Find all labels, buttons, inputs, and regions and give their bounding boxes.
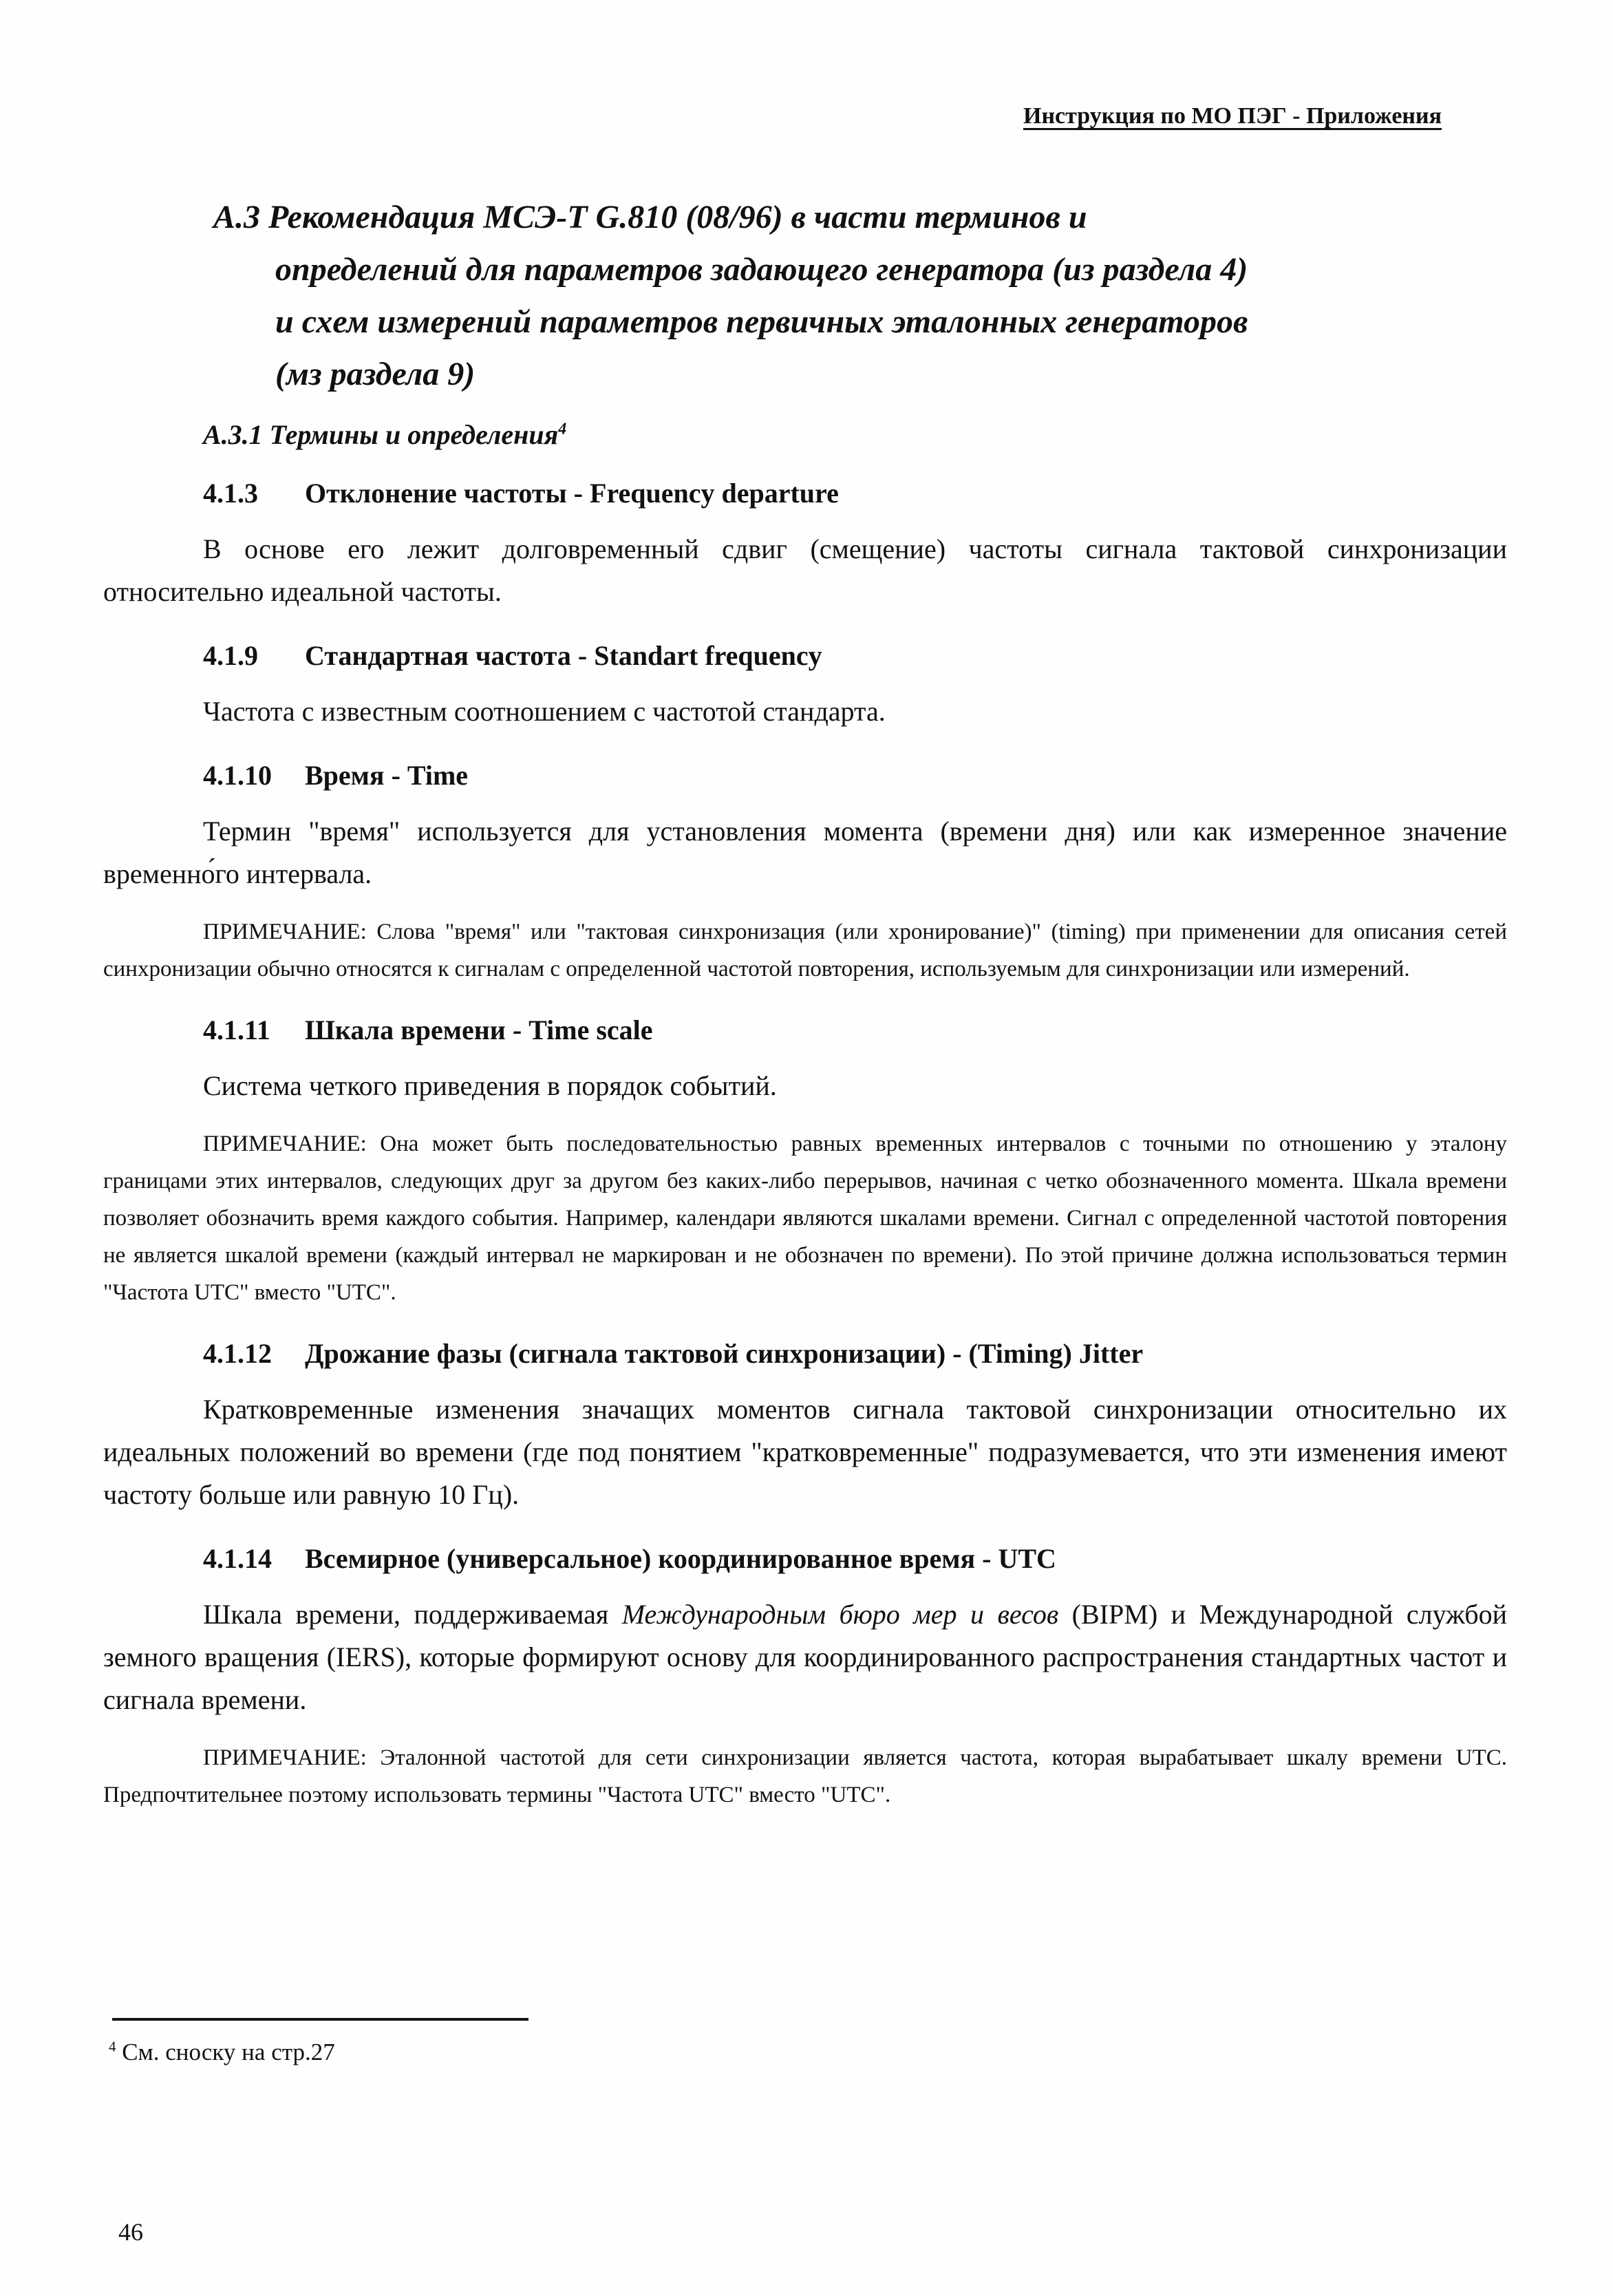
- document-title: [103, 191, 1507, 401]
- footnote-text: См. сноску на стр.27: [122, 2039, 335, 2065]
- section-body: Частота с известным соотношением с частотой стандарта.: [203, 696, 886, 727]
- page-number: 46: [118, 2218, 143, 2246]
- section-number: 4.1.11: [203, 1014, 270, 1045]
- section-number: 4.1.9: [203, 640, 258, 671]
- section-body: Термин "время" используется для установления момента (времени дня) или как измеренное значение временно́го интервала.: [103, 816, 1507, 889]
- title-line: и схем измерений параметров первичных эталонных генераторов: [275, 304, 1248, 340]
- footnote-reference-mark: 4: [558, 420, 567, 438]
- body-text: (BIPM) и Международной службой земного вращения (IERS), которые формируют основу для координированного распространения стандартных частот и сигнала времени.: [103, 1599, 1507, 1715]
- footnote-marker: 4: [109, 2038, 116, 2055]
- page-header: [103, 103, 1507, 129]
- section-note: ПРИМЕЧАНИЕ: Слова "время" или "тактовая синхронизация (или хронирование)" (timing) при применении для описания сетей синхронизации обычно относятся к сигналам с определенной частотой повторения, используемым для синхронизации или измерений.: [103, 920, 1507, 981]
- section-note: ПРИМЕЧАНИЕ: Эталонной частотой для сети синхронизации является частота, которая вырабатывает шкалу времени UTC. Предпочтительнее поэтому использовать термины "Частота UTC" вместо "UTC".: [103, 1745, 1507, 1807]
- footnote-divider: [112, 2018, 528, 2021]
- section-heading-text: Дрожание фазы (сигнала тактовой синхронизации) - (Timing) Jitter: [305, 1338, 1144, 1369]
- section-heading-text: Время - Time: [305, 760, 469, 791]
- section-body: Система четкого приведения в порядок событий.: [203, 1070, 777, 1101]
- section-heading-4-1-3: [203, 477, 1507, 510]
- body-text-italic: Международным бюро мер и весов: [621, 1599, 1059, 1630]
- section-body: [103, 1593, 1507, 1721]
- section-number: 4.1.3: [203, 478, 258, 509]
- section-body: В основе его лежит долговременный сдвиг (смещение) частоты сигнала тактовой синхронизации относительно идеальной частоты.: [103, 533, 1507, 607]
- body-text: Шкала времени, поддерживаемая: [203, 1599, 622, 1630]
- section-number: 4.1.12: [203, 1338, 272, 1369]
- title-line: определений для параметров задающего генератора (из раздела 4): [275, 251, 1248, 288]
- section-heading-4-1-14: [203, 1542, 1507, 1575]
- section-heading-4-1-12: [203, 1337, 1507, 1370]
- subsection-title-text: А.3.1 Термины и определения: [203, 419, 559, 450]
- section-number: 4.1.14: [203, 1543, 272, 1574]
- section-heading-text: Отклонение частоты - Frequency departure: [305, 478, 839, 509]
- section-number: 4.1.10: [203, 760, 272, 791]
- header-title: Инструкция по МО ПЭГ - Приложения: [1023, 103, 1442, 129]
- subsection-title: [203, 418, 1507, 451]
- section-heading-text: Шкала времени - Time scale: [305, 1014, 653, 1045]
- section-body: Кратковременные изменения значащих моментов сигнала тактовой синхронизации относительно их идеальных положений во времени (где под понятием "кратковременные" подразумевается, что эти изменения имеют частоту больше или равную 10 Гц).: [103, 1394, 1507, 1510]
- section-heading-4-1-11: [203, 1014, 1507, 1047]
- title-line: (мз раздела 9): [275, 356, 476, 392]
- section-heading-4-1-10: [203, 759, 1507, 792]
- footnote: [109, 2039, 335, 2066]
- section-heading-text: Всемирное (универсальное) координированное время - UTC: [305, 1543, 1056, 1574]
- section-heading-4-1-9: [203, 639, 1507, 672]
- section-heading-text: Стандартная частота - Standart frequency: [305, 640, 822, 671]
- section-note: ПРИМЕЧАНИЕ: Она может быть последовательностью равных временных интервалов с точными по отношению у эталону границами этих интервалов, следующих друг за другом без каких-либо перерывов, начиная с четко обозначенного момента. Шкала времени позволяет обозначить время каждого события. Например, календари являются шкалами времени. Сигнал с определенной частотой повторения не является шкалой времени (каждый интервал не маркирован и не обозначен по времени). По этой причине должна использоваться термин "Частота UTC" вместо "UTC".: [103, 1131, 1507, 1305]
- title-line: А.3 Рекомендация МСЭ-Т G.810 (08/96) в части терминов и: [213, 199, 1087, 235]
